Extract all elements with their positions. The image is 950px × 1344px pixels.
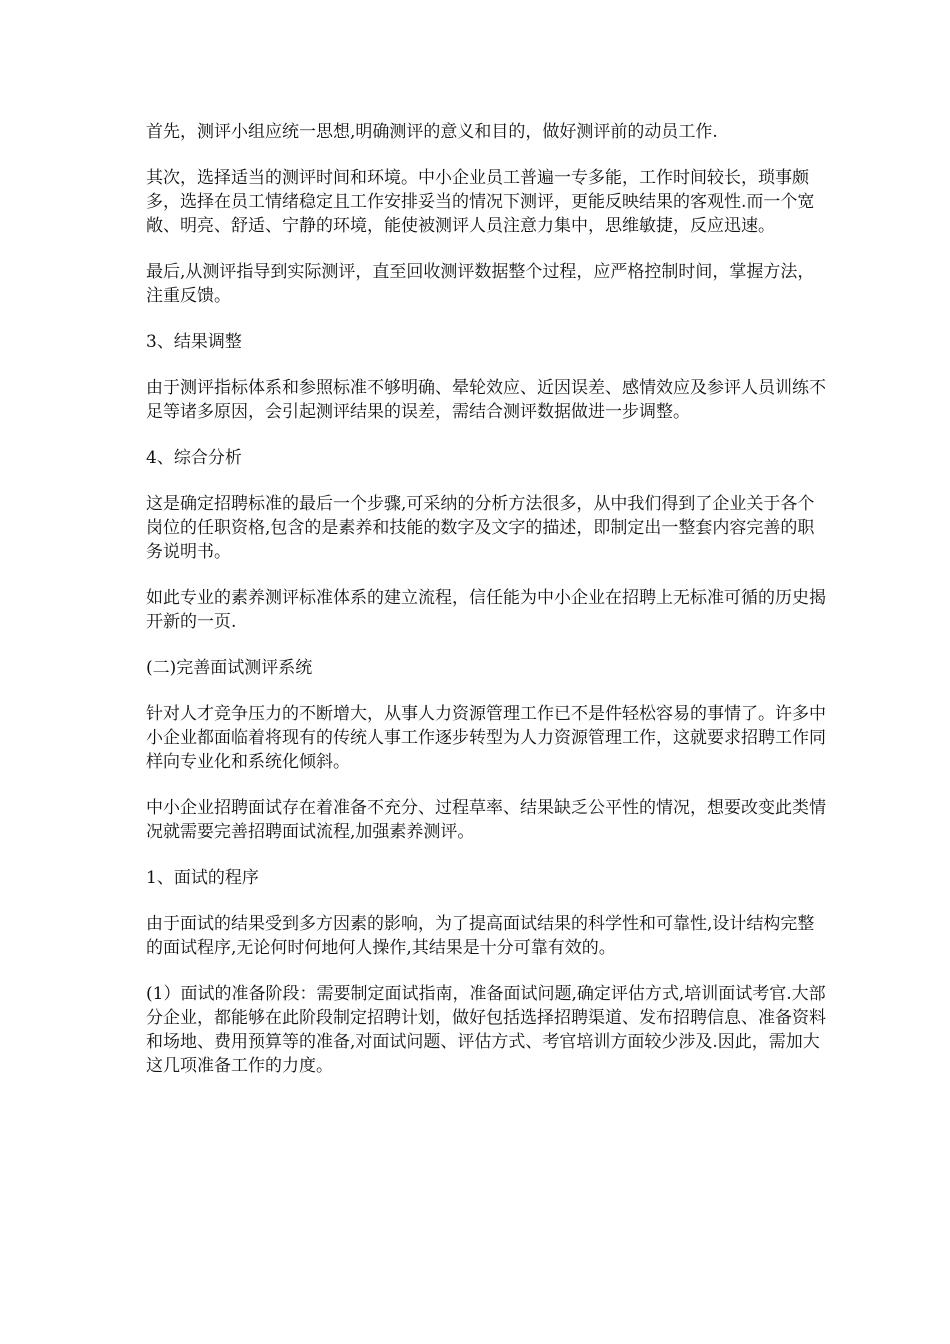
section-heading-comprehensive-analysis: 4、综合分析 — [146, 448, 242, 468]
paragraph-5: 这是确定招聘标准的最后一个步骤,可采纳的分析方法很多，从中我们得到了企业关于各个岗位的任职资格,包含的是素养和技能的数字及文字的描述，即制定出一整套内容完善的职务说明书。 — [146, 494, 815, 562]
paragraph-10: (1）面试的准备阶段：需要制定面试指南，准备面试问题,确定评估方式,培训面试考官.大部分企业，都能够在此阶段制定招聘计划，做好包括选择招聘渠道、发布招聘信息、准备资料和场地、费用预算等的准备,对面试问题、评估方式、考官培训方面较少涉及.因此，需加大这几项准备工作的力度。 — [146, 984, 826, 1076]
paragraph-1: 首先，测评小组应统一思想,明确测评的意义和目的，做好测评前的动员工作. — [146, 122, 718, 142]
paragraph-2: 其次，选择适当的测评时间和环境。中小企业员工普遍一专多能，工作时间较长，琐事颇多，选择在员工情绪稳定且工作安排妥当的情况下测评，更能反映结果的客观性.而一个宽敞、明亮、舒适、宁静的环境，能使被测评人员注意力集中，思维敏捷，反应迅速。 — [146, 168, 815, 236]
paragraph-3: 最后,从测评指导到实际测评，直至回收测评数据整个过程，应严格控制时间，掌握方法，注重反馈。 — [146, 262, 815, 306]
paragraph-8: 中小企业招聘面试存在着准备不充分、过程草率、结果缺乏公平性的情况，想要改变此类情况就需要完善招聘面试流程,加强素养测评。 — [146, 798, 826, 842]
document-body — [146, 120, 826, 1100]
section-heading-result-adjustment: 3、结果调整 — [146, 332, 242, 352]
paragraph-9: 由于面试的结果受到多方因素的影响，为了提高面试结果的科学性和可靠性,设计结构完整的面试程序,无论何时何地何人操作,其结果是十分可靠有效的。 — [146, 914, 815, 958]
section-heading-interview-procedure: 1、面试的程序 — [146, 868, 259, 888]
paragraph-6: 如此专业的素养测评标准体系的建立流程，信任能为中小企业在招聘上无标准可循的历史揭开新的一页. — [146, 588, 826, 632]
paragraph-4: 由于测评指标体系和参照标准不够明确、晕轮效应、近因误差、感情效应及参评人员训练不足等诸多原因，会引起测评结果的误差，需结合测评数据做进一步调整。 — [146, 378, 826, 422]
section-heading-interview-system: (二)完善面试测评系统 — [146, 658, 313, 678]
paragraph-7: 针对人才竞争压力的不断增大，从事人力资源管理工作已不是件轻松容易的事情了。许多中小企业都面临着将现有的传统人事工作逐步转型为人力资源管理工作，这就要求招聘工作同样向专业化和系统化倾斜。 — [146, 704, 826, 772]
